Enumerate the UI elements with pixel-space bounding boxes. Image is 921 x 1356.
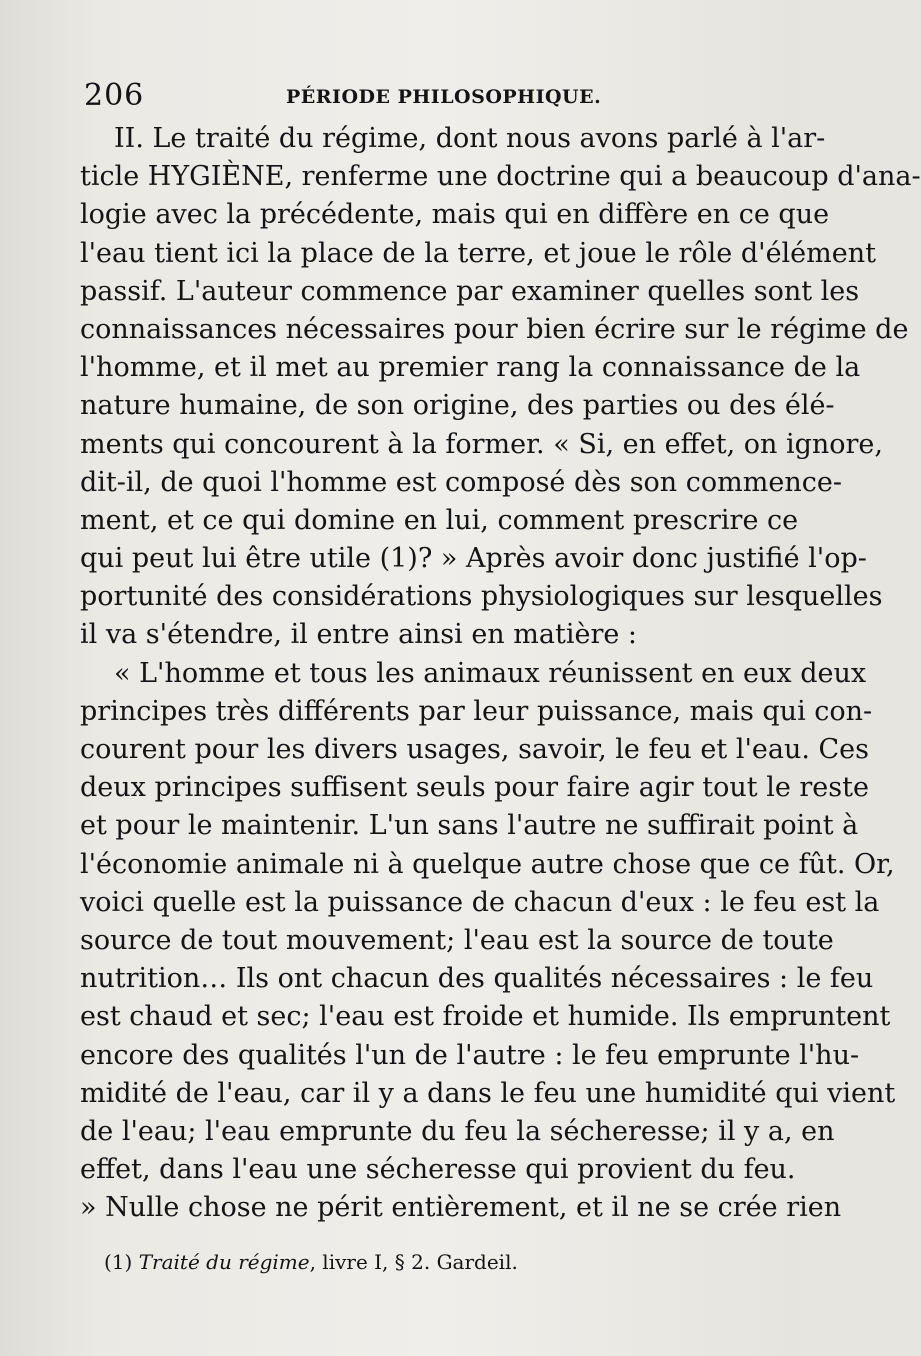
footnote-reference: , livre I, § 2. Gardeil.: [309, 1250, 518, 1274]
text-line: il va s'étendre, il entre ainsi en matière :: [80, 619, 638, 651]
text-line: » Nulle chose ne périt entièrement, et il ne se crée rien: [80, 1192, 842, 1224]
text-line: II. Le traité du régime, dont nous avons parlé à l'ar-: [114, 123, 826, 154]
text-line: nature humaine, de son origine, des parties ou des élé-: [80, 390, 835, 422]
body-text: [80, 120, 921, 1227]
text-line: principes très différents par leur puissance, mais qui con-: [80, 695, 873, 727]
text-line: est chaud et sec; l'eau est froide et humide. Ils empruntent: [80, 1001, 891, 1033]
text-line: connaissances nécessaires pour bien écrire sur le régime de: [80, 313, 909, 345]
footnote: [104, 1250, 664, 1274]
text-line: ments qui concourent à la former. « Si, en effet, on ignore,: [80, 428, 883, 460]
text-line: passif. L'auteur commence par examiner quelles sont les: [80, 275, 860, 307]
footnote-title: Traité du régime: [138, 1250, 310, 1274]
text-line: qui peut lui être utile (1)? » Après avoir donc justifié l'op-: [80, 543, 867, 575]
page-header: [84, 78, 724, 114]
text-line: ticle HYGIÈNE, renferme une doctrine qui a beaucoup d'ana-: [80, 161, 921, 193]
footnote-marker: (1): [104, 1250, 133, 1274]
text-line: source de tout mouvement; l'eau est la source de toute: [80, 924, 834, 956]
text-line: l'homme, et il met au premier rang la connaissance de la: [80, 352, 861, 384]
text-line: l'eau tient ici la place de la terre, et joue le rôle d'élément: [80, 237, 876, 269]
text-line: nutrition… Ils ont chacun des qualités nécessaires : le feu: [80, 963, 874, 995]
running-head: PÉRIODE PHILOSOPHIQUE.: [286, 86, 602, 108]
page-number: 206: [84, 78, 145, 113]
text-line: deux principes suffisent seuls pour faire agir tout le reste: [80, 772, 869, 804]
text-line: encore des qualités l'un de l'autre : le feu emprunte l'hu-: [80, 1039, 860, 1071]
text-line: dit-il, de quoi l'homme est composé dès son commence-: [80, 466, 842, 498]
text-line: logie avec la précédente, mais qui en diffère en ce que: [80, 199, 830, 231]
text-line: l'économie animale ni à quelque autre chose que ce fût. Or,: [80, 848, 895, 880]
text-line: de l'eau; l'eau emprunte du feu la sécheresse; il y a, en: [80, 1115, 835, 1147]
text-line: portunité des considérations physiologiques sur lesquelles: [80, 581, 883, 613]
text-line: midité de l'eau, car il y a dans le feu une humidité qui vient: [80, 1077, 896, 1109]
text-line: ment, et ce qui domine en lui, comment prescrire ce: [80, 504, 799, 536]
text-line: et pour le maintenir. L'un sans l'autre ne suffirait point à: [80, 810, 859, 842]
text-line: courent pour les divers usages, savoir, le feu et l'eau. Ces: [80, 734, 869, 765]
text-line: voici quelle est la puissance de chacun d'eux : le feu est la: [80, 886, 880, 918]
text-line: « L'homme et tous les animaux réunissent en eux deux: [114, 657, 867, 689]
text-line: effet, dans l'eau une sécheresse qui provient du feu.: [80, 1154, 796, 1186]
